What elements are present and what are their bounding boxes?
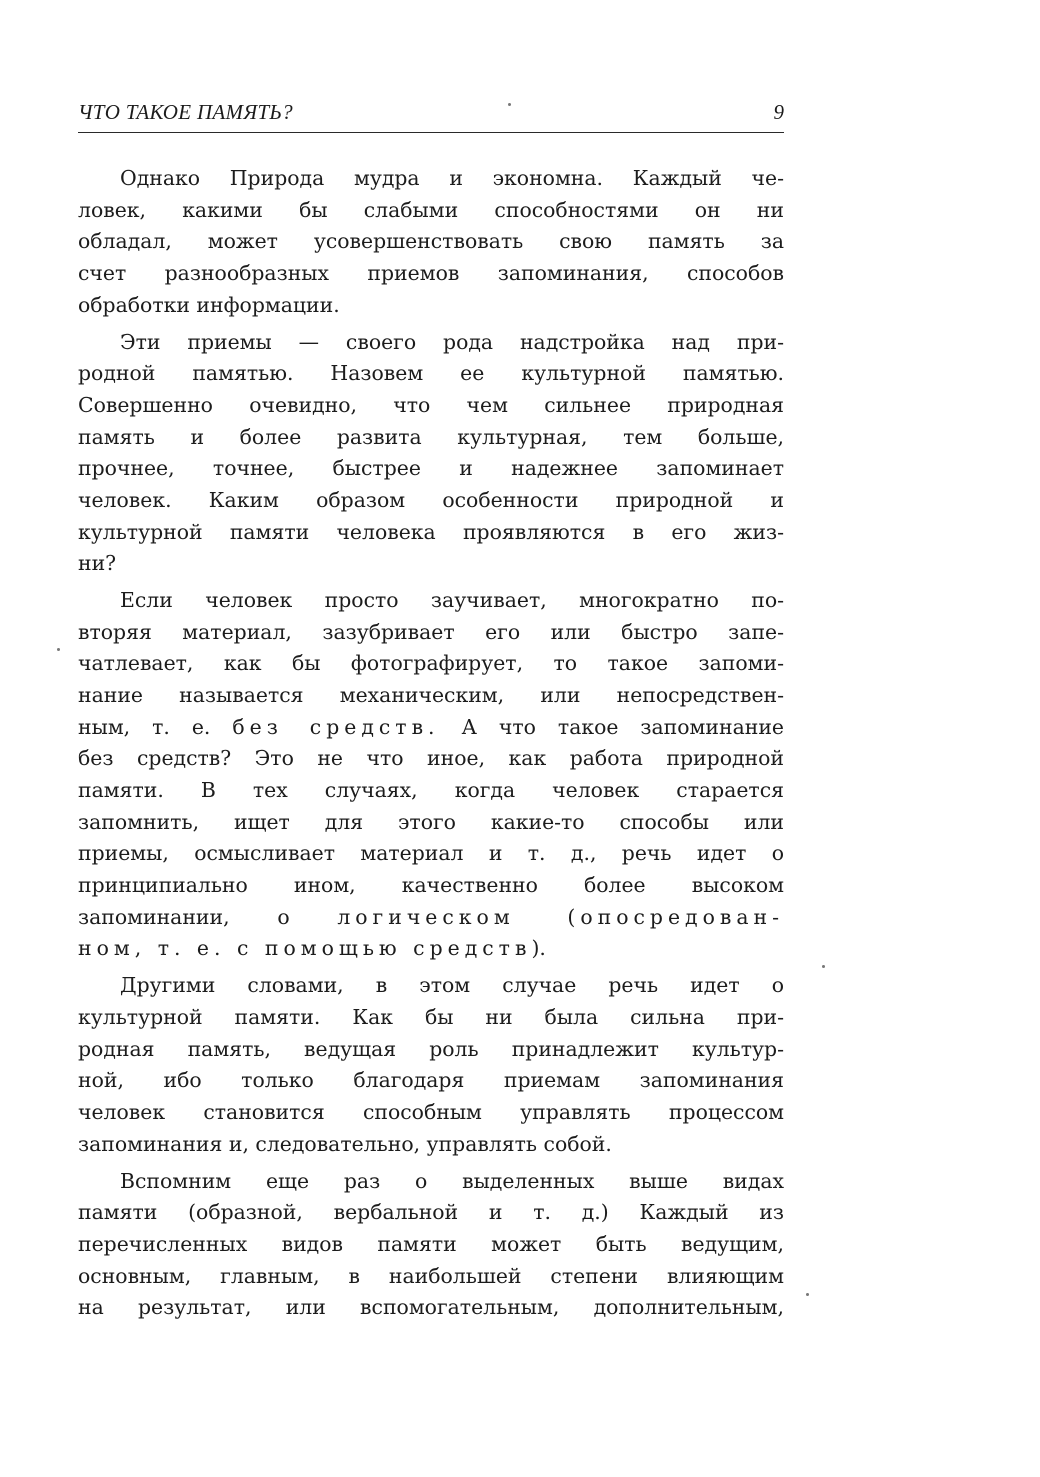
text-line	[78, 902, 784, 934]
emphasis-spaced: логическом (опосредован-	[337, 904, 784, 929]
text-line: родной памятью. Назовем ее культурной памятью.	[78, 361, 784, 386]
text-line: Вспомним еще раз о выделенных выше видах	[120, 1168, 784, 1193]
text-line: Если человек просто заучивает, многократно по-	[120, 588, 784, 613]
text-line: перечисленных видов памяти может быть ведущим,	[78, 1231, 784, 1256]
page-number: 9	[773, 100, 784, 124]
text-line: запомнить, ищет для этого какие-то способы или	[78, 809, 784, 834]
text-line: памяти (образной, вербальной и т. д.) Каждый из	[78, 1200, 784, 1225]
text-run: ).	[531, 936, 546, 961]
text-line: ной, ибо только благодаря приемам запоминания	[78, 1068, 784, 1093]
running-header	[78, 98, 784, 133]
scan-speck	[822, 965, 825, 968]
text-line: на результат, или вспомогательным, дополнительным,	[78, 1295, 784, 1320]
text-line: Однако Природа мудра и экономна. Каждый че-	[120, 166, 784, 190]
text-run: запоминании, о	[78, 904, 338, 929]
text-line: Совершенно очевидно, что чем сильнее природная	[78, 392, 784, 417]
text-line: нание называется механическим, или непосредствен-	[78, 683, 784, 708]
text-line: принципиально ином, качественно более высоком	[78, 873, 784, 898]
text-line: человек становится способным управлять процессом	[78, 1099, 784, 1124]
text-line: Эти приемы — своего рода надстройка над при-	[120, 329, 784, 354]
text-run: А что такое запоминание	[439, 714, 784, 739]
text-line: обработки информации.	[78, 292, 340, 317]
text-line: культурной памяти. Как бы ни была сильна при-	[78, 1004, 784, 1029]
text-line: обладал, может усовершенствовать свою память за	[78, 229, 784, 254]
text-line: памяти. В тех случаях, когда человек старается	[78, 778, 784, 803]
paragraph-5	[78, 1166, 784, 1324]
scan-speck	[806, 1293, 809, 1296]
scan-speck	[57, 648, 60, 651]
text-line: счет разнообразных приемов запоминания, способов	[78, 260, 784, 285]
text-line: память и более развита культурная, тем больше,	[78, 424, 784, 449]
paragraph-3	[78, 585, 784, 965]
text-line: вторяя материал, зазубривает его или быстро запе-	[78, 619, 784, 644]
text-line: прочнее, точнее, быстрее и надежнее запоминает	[78, 456, 784, 481]
text-line: ни?	[78, 551, 117, 576]
text-line	[78, 712, 784, 744]
text-line	[78, 933, 784, 965]
text-line: основным, главным, в наибольшей степени влияющим	[78, 1263, 784, 1288]
text-line: культурной памяти человека проявляются в его жиз-	[78, 519, 784, 544]
text-line: запоминания и, следовательно, управлять собой.	[78, 1131, 612, 1156]
emphasis-spaced: без средств.	[232, 714, 440, 739]
text-line: ловек, какими бы слабыми способностями он ни	[78, 197, 784, 222]
text-line: без средств? Это не что иное, как работа природной	[78, 746, 784, 771]
text-line: человек. Каким образом особенности природной и	[78, 487, 784, 512]
paragraph-2	[78, 327, 784, 580]
text-line: приемы, осмысливает материал и т. д., речь идет о	[78, 841, 784, 866]
text-line: Другими словами, в этом случае речь идет о	[120, 973, 784, 998]
running-title: ЧТО ТАКОЕ ПАМЯТЬ?	[78, 100, 293, 124]
text-line: родная память, ведущая роль принадлежит культур-	[78, 1036, 784, 1061]
body-text	[78, 163, 784, 1324]
emphasis-spaced: ном, т. е. с помощью средств	[78, 936, 532, 961]
text-run: ным, т. е.	[78, 714, 233, 739]
paragraph-1	[78, 163, 784, 321]
scan-speck	[508, 103, 511, 106]
paragraph-4	[78, 970, 784, 1160]
text-line: чатлевает, как бы фотографирует, то такое запоми-	[78, 651, 784, 676]
